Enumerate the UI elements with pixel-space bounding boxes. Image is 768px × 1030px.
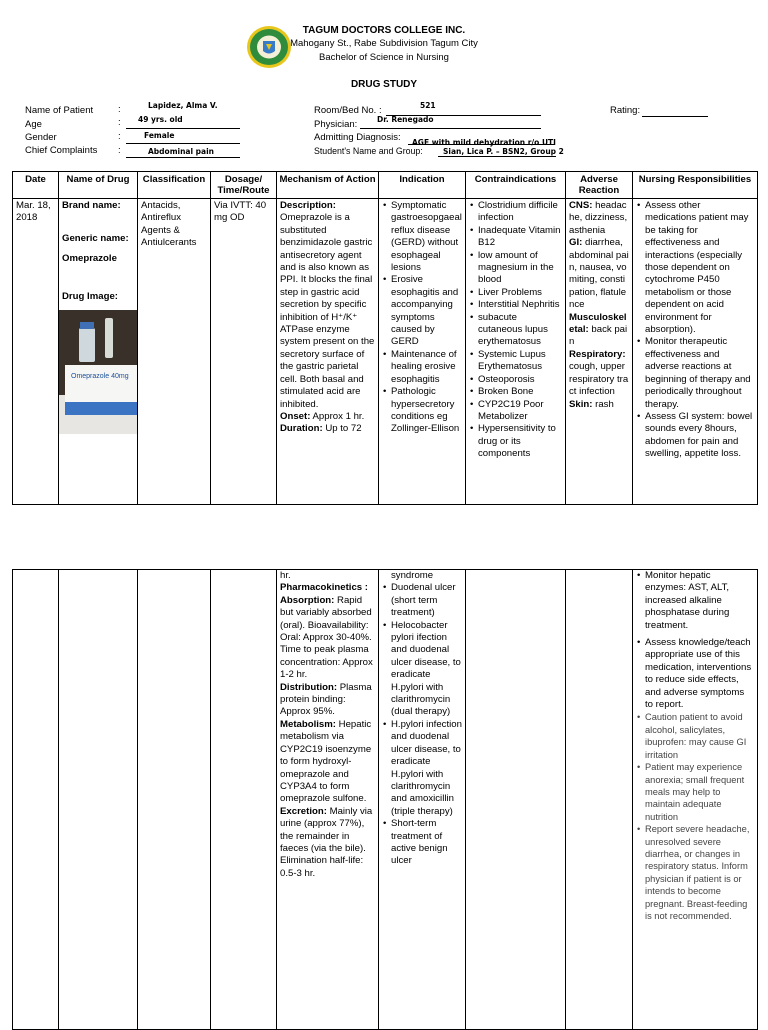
respiratory-text: cough, upper respiratory tract infection xyxy=(569,361,629,398)
age-label: Age xyxy=(25,119,42,130)
cns-label: CNS: xyxy=(569,200,593,211)
absorption-text: Rapid but variably absorbed (oral). Bioavailability: Oral: Approx 30-40%. Time to peak plasma concentration: Approx 1-2 hr. xyxy=(280,594,373,681)
brand-name-label: Brand name: xyxy=(62,200,121,211)
onset-label: Onset: xyxy=(280,410,311,422)
description-label: Description: xyxy=(280,200,336,211)
colon: : xyxy=(118,131,121,142)
diagnosis-label: Admitting Diagnosis: xyxy=(314,132,401,143)
list-item: • Short-term treatment of active benign ulcer xyxy=(391,818,462,868)
drug-study-table xyxy=(12,171,758,505)
musculoskeletal-text: back pain xyxy=(569,324,628,348)
list-item: • subacute cutaneous lupus erythematosus xyxy=(478,312,562,349)
college-name: TAGUM DOCTORS COLLEGE INC. xyxy=(302,25,466,36)
college-address: Mahogany St., Rabe Subdivision Tagum City xyxy=(290,38,478,49)
cns-text: headache, dizziness, asthenia xyxy=(569,200,628,236)
nursing-responsibilities-cell xyxy=(633,199,758,505)
distribution-text: Plasma protein binding: Approx 95%. xyxy=(280,681,372,718)
skin-label: Skin: xyxy=(569,398,593,410)
mechanism-cell xyxy=(277,199,379,505)
list-item: • low amount of magnesium in the blood xyxy=(478,250,562,287)
patient-name-value: Lapidez, Alma V. xyxy=(148,101,218,110)
duration-label: Duration: xyxy=(280,423,323,435)
physician-label: Physician: xyxy=(314,119,358,130)
list-item: • Clostridium difficile infection xyxy=(478,200,562,225)
date-cell xyxy=(13,570,59,1030)
list-item: • Patient may experience anorexia; small frequent meals may help to maintain adequate nutrition xyxy=(645,761,754,823)
column-header: Indication xyxy=(379,172,466,199)
table-header-row xyxy=(13,172,758,199)
classification-cell: Antacids, Antireflux Agents & Antiulcerants xyxy=(138,199,211,505)
dosage-cell: Via IVTT: 40 mg OD xyxy=(211,199,277,505)
indication-cell xyxy=(379,199,466,505)
column-header: Contraindications xyxy=(466,172,566,199)
contraindications-cell xyxy=(466,199,566,505)
student-value: Sian, Lica P. – BSN2, Group 2 xyxy=(443,147,564,156)
generic-name-label: Generic name: xyxy=(62,233,129,245)
generic-name-value: Omeprazole xyxy=(62,252,117,264)
continued-text: syndrome xyxy=(391,570,434,581)
nursing-responsibilities-cell xyxy=(633,570,758,1030)
list-item: • Maintenance of healing erosive esophagitis xyxy=(391,349,462,386)
chief-complaint-label: Chief Complaints xyxy=(25,145,98,156)
age-value: 49 yrs. old xyxy=(138,115,183,124)
contraindications-cell xyxy=(466,570,566,1030)
drug-image-label: Drug Image: xyxy=(62,291,118,303)
duration-text: Up to 72 xyxy=(325,423,362,435)
list-item: • Erosive esophagitis and accompanying symptoms caused by GERD xyxy=(391,274,462,348)
list-item: • Pathologic hypersecretory conditions eg Zollinger-Ellison xyxy=(391,386,462,436)
list-item: • Osteoporosis xyxy=(478,374,562,386)
drug-name-cell xyxy=(59,199,138,505)
respiratory-label: Respiratory: xyxy=(569,348,626,360)
column-header: Classification xyxy=(138,172,211,199)
list-item: • Monitor hepatic enzymes: AST, ALT, increased alkaline phosphatase during treatment. xyxy=(645,570,754,632)
colon: : xyxy=(118,145,121,156)
room-value: 521 xyxy=(420,101,436,110)
room-label: Room/Bed No. : xyxy=(314,105,382,116)
list-item: • Liver Problems xyxy=(478,287,562,299)
list-item: • Hypersensitivity to drug or its components xyxy=(478,423,562,460)
college-program: Bachelor of Science in Nursing xyxy=(319,52,449,63)
column-header: Nursing Responsibilities xyxy=(633,172,758,199)
colon: : xyxy=(118,117,121,128)
skin-text: rash xyxy=(595,398,614,410)
colon: : xyxy=(118,104,121,115)
column-header: Name of Drug xyxy=(59,172,138,199)
distribution-label: Distribution: xyxy=(280,681,338,693)
list-item: • Systemic Lupus Erythematosus xyxy=(478,349,562,374)
document-title: DRUG STUDY xyxy=(350,79,418,90)
excretion-label: Excretion: xyxy=(280,805,327,817)
column-header: Dosage/ Time/Route xyxy=(211,172,277,199)
list-item: • Caution patient to avoid alcohol, salicylates, ibuprofen: may cause GI irritation xyxy=(645,711,754,761)
metabolism-text: Hepatic metabolism via CYP2C19 isoenzyme to form hydroxyl-omeprazole and CYP3A4 to form omeprazole sulfone. xyxy=(280,718,372,805)
excretion-text: Mainly via urine (approx 77%), the remainder in faeces (via the bile). Elimination half-life: 0.5-3 hr. xyxy=(280,805,373,879)
column-header: Mechanism of Action xyxy=(277,172,379,199)
musculoskeletal-label: Musculoskeletal: xyxy=(569,311,627,336)
list-item: • Report severe headache, unresolved severe diarrhea, or changes in respiratory status. Inform physician if patient is or intends to become pregnant. Breast-feeding is not recommended. xyxy=(645,823,754,922)
gi-label: GI: xyxy=(569,237,583,249)
physician-value: Dr. Renegado xyxy=(377,115,434,124)
student-label: Student's Name and Group: xyxy=(314,146,423,156)
gender-label: Gender xyxy=(25,132,57,143)
pharmacokinetics-label: Pharmacokinetics : xyxy=(280,582,368,594)
description-text: Omeprazole is a substituted benzimidazole gastric antisecretory agent and is also known as PPI. It blocks the final step in gastric acid secretion by specific inhibition of H⁺/K⁺ ATPase enzyme system present on the secretory surface of the gastric parietal cell. Both basal and stimulated acid are inhibited. xyxy=(280,212,375,410)
list-item: • Monitor therapeutic effectiveness and adverse reactions at beginning of therapy and periodically throughout therapy. xyxy=(645,336,754,410)
list-item: • Interstitial Nephritis xyxy=(478,299,562,311)
list-item: • Symptomatic gastroesopgaeal reflux disease (GERD) without esophageal lesions xyxy=(391,200,462,274)
metabolism-label: Metabolism: xyxy=(280,718,336,730)
date-cell: Mar. 18, 2018 xyxy=(13,199,59,505)
table-row xyxy=(13,199,758,505)
patient-name-label: Name of Patient xyxy=(25,105,94,116)
indication-cell xyxy=(379,570,466,1030)
list-item: • Inadequate Vitamin B12 xyxy=(478,225,562,250)
drug-image xyxy=(59,310,138,434)
continued-text: hr. xyxy=(280,570,291,581)
box-label-text: Omeprazole 40mg xyxy=(71,372,129,380)
gender-value: Female xyxy=(144,131,175,140)
drug-study-table-continued xyxy=(12,569,758,1030)
list-item: • Broken Bone xyxy=(478,386,562,398)
column-header: Adverse Reaction xyxy=(566,172,633,199)
onset-text: Approx 1 hr. xyxy=(312,410,365,422)
chief-complaint-value: Abdominal pain xyxy=(148,147,215,156)
mechanism-cell xyxy=(277,570,379,1030)
list-item: • Assess knowledge/teach appropriate use of this medication, interventions to reduce side effects, and adverse symptoms to report. xyxy=(645,637,754,711)
list-item: • Assess other medications patient may be taking for effectiveness and interactions (especially those dependent on cytochrome P450 metabolism or those dependent on acid environment for absorption). xyxy=(645,200,754,336)
column-header: Date xyxy=(13,172,59,199)
rating-label: Rating: xyxy=(610,105,641,116)
absorption-label: Absorption: xyxy=(280,594,335,606)
gi-text: diarrhea, abdominal pain, nausea, vomiting, constipation, flatulence xyxy=(569,237,629,311)
list-item: • CYP2C19 Poor Metabolizer xyxy=(478,399,562,424)
adverse-reaction-cell xyxy=(566,199,633,505)
table-row xyxy=(13,570,758,1030)
list-item: • Assess GI system: bowel sounds every 8hours, abdomen for pain and swelling, appetite loss. xyxy=(645,411,754,461)
list-item: • Helocobacter pylori ifection and duodenal ulcer disease, to eradicate H.pylori with clarithromycin (dual therapy) xyxy=(391,620,462,719)
diagnosis-value: AGE with mild dehydration r/o UTI xyxy=(412,138,556,147)
adverse-reaction-cell xyxy=(566,570,633,1030)
omeprazole-product-photo xyxy=(59,310,138,434)
drug-name-cell xyxy=(59,570,138,1030)
classification-cell xyxy=(138,570,211,1030)
list-item: • Duodenal ulcer (short term treatment) xyxy=(391,582,462,619)
list-item: • H.pylori infection and duodenal ulcer disease, to eradicate H.pylori with clarithromycin and amoxicillin (triple therapy) xyxy=(391,719,462,818)
dosage-cell xyxy=(211,570,277,1030)
